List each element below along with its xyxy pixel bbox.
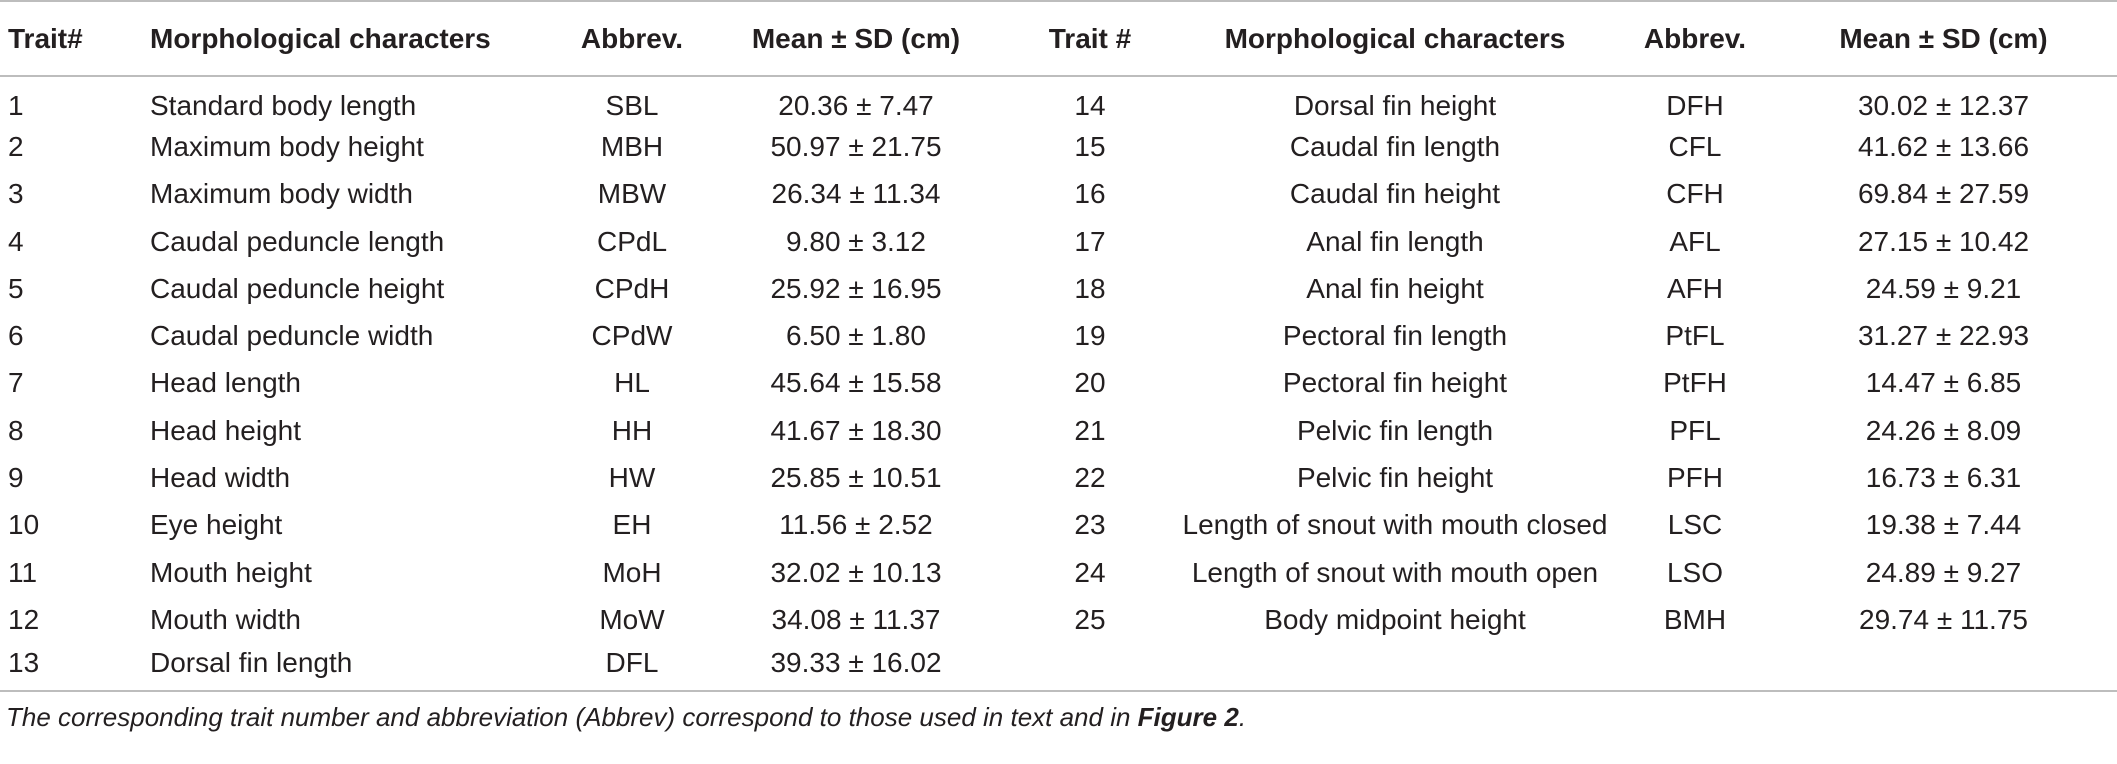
mean-sd-right: 14.47 ± 6.85 bbox=[1865, 367, 2022, 399]
table-caption bbox=[0, 702, 2117, 733]
table-header-row bbox=[0, 1, 2117, 76]
characteristic-left: Caudal peduncle height bbox=[150, 272, 445, 304]
table-row bbox=[0, 644, 2117, 691]
table-row bbox=[0, 454, 2117, 501]
abbrev-right: PFH bbox=[1667, 462, 1723, 494]
abbrev-right: CFH bbox=[1666, 178, 1724, 210]
trait-number-right: 20 bbox=[1074, 367, 1106, 399]
characteristic-left: Head width bbox=[150, 462, 291, 494]
abbrev-left: SBL bbox=[605, 89, 659, 121]
table-row bbox=[0, 265, 2117, 312]
mean-sd-right: 24.26 ± 8.09 bbox=[1865, 414, 2022, 446]
characteristic-left: Caudal peduncle length bbox=[150, 225, 445, 257]
abbrev-left: MBH bbox=[600, 130, 664, 162]
abbrev-left: HW bbox=[608, 462, 656, 494]
characteristic-left: Mouth width bbox=[150, 603, 301, 635]
characteristic-right: Body midpoint height bbox=[1264, 603, 1526, 635]
table-row bbox=[0, 360, 2117, 407]
trait-number-right: 24 bbox=[1074, 556, 1106, 588]
mean-sd-left: 34.08 ± 11.37 bbox=[771, 603, 941, 635]
abbrev-left: DFL bbox=[562, 644, 702, 691]
mean-sd-left: 39.33 ± 16.02 bbox=[702, 644, 1010, 691]
trait-number-right: 19 bbox=[1074, 320, 1106, 352]
characteristic-left: Caudal peduncle width bbox=[150, 320, 434, 352]
abbrev-right: AFL bbox=[1669, 225, 1721, 257]
header-abbrev-left: Abbrev. bbox=[562, 1, 702, 76]
abbrev-right: PtFH bbox=[1663, 367, 1727, 399]
abbrev-left: HL bbox=[614, 367, 650, 399]
mean-sd-right: 30.02 ± 12.37 bbox=[1857, 89, 2030, 121]
mean-sd-right bbox=[1770, 644, 2117, 691]
abbrev-right bbox=[1620, 644, 1770, 691]
trait-number-left: 10 bbox=[8, 509, 40, 541]
mean-sd-right: 27.15 ± 10.42 bbox=[1857, 225, 2030, 257]
abbrev-left: HH bbox=[611, 414, 653, 446]
trait-number-left: 4 bbox=[8, 225, 24, 257]
characteristic-right: Anal fin height bbox=[1306, 272, 1484, 304]
caption-prefix: The corresponding trait number and abbreviation (Abbrev) correspond to those used in text and in bbox=[6, 701, 1138, 732]
characteristic-right: Pectoral fin length bbox=[1282, 320, 1508, 352]
trait-number-left: 5 bbox=[8, 272, 24, 304]
mean-sd-right: 31.27 ± 22.93 bbox=[1857, 320, 2030, 352]
trait-number-left: 11 bbox=[8, 556, 38, 588]
table-row bbox=[0, 312, 2117, 359]
trait-number-right: 22 bbox=[1074, 462, 1106, 494]
mean-sd-left: 26.34 ± 11.34 bbox=[771, 178, 941, 210]
trait-number-right: 21 bbox=[1074, 414, 1106, 446]
abbrev-right: BMH bbox=[1663, 603, 1727, 635]
abbrev-left: CPdL bbox=[596, 225, 668, 257]
table-row bbox=[0, 596, 2117, 643]
characteristic-left: Head length bbox=[150, 367, 302, 399]
trait-number-right: 18 bbox=[1074, 272, 1106, 304]
mean-sd-left: 6.50 ± 1.80 bbox=[786, 320, 926, 352]
mean-sd-left: 50.97 ± 21.75 bbox=[770, 130, 942, 162]
trait-number-left: 9 bbox=[8, 462, 24, 494]
header-characters-left: Morphological characters bbox=[150, 1, 562, 76]
table-row bbox=[0, 171, 2117, 218]
characteristic-left: Dorsal fin length bbox=[150, 644, 562, 691]
table-row bbox=[0, 218, 2117, 265]
trait-number-left: 2 bbox=[8, 130, 24, 162]
abbrev-left: MoH bbox=[602, 556, 662, 588]
header-mean-right: Mean ± SD (cm) bbox=[1770, 1, 2117, 76]
header-characters-right: Morphological characters bbox=[1170, 1, 1620, 76]
trait-number-right: 23 bbox=[1074, 509, 1106, 541]
characteristic-left: Maximum body height bbox=[150, 130, 424, 162]
mean-sd-right: 16.73 ± 6.31 bbox=[1865, 462, 2022, 494]
characteristic-right: Pelvic fin height bbox=[1296, 462, 1494, 494]
header-trait-left: Trait# bbox=[0, 1, 150, 76]
abbrev-right: LSO bbox=[1666, 556, 1724, 588]
trait-number-right: 25 bbox=[1074, 603, 1106, 635]
characteristic-right: Anal fin length bbox=[1306, 225, 1484, 257]
characteristic-right: Caudal fin height bbox=[1289, 178, 1501, 210]
header-abbrev-right: Abbrev. bbox=[1620, 1, 1770, 76]
trait-number-left: 12 bbox=[8, 603, 40, 635]
trait-number-right bbox=[1010, 644, 1170, 691]
mean-sd-left: 45.64 ± 15.58 bbox=[770, 367, 942, 399]
trait-number-left: 6 bbox=[8, 320, 24, 352]
table-row bbox=[0, 502, 2117, 549]
characteristic-left: Maximum body width bbox=[150, 178, 413, 210]
header-trait-right: Trait # bbox=[1010, 1, 1170, 76]
table-row bbox=[0, 76, 2117, 123]
trait-number-right: 16 bbox=[1074, 178, 1106, 210]
characteristic-right: Length of snout with mouth open bbox=[1191, 556, 1599, 588]
caption-figure-ref: Figure 2 bbox=[1137, 701, 1239, 732]
characteristic-left: Standard body length bbox=[150, 89, 417, 121]
characteristic-right: Pectoral fin height bbox=[1282, 367, 1508, 399]
mean-sd-left: 32.02 ± 10.13 bbox=[770, 556, 942, 588]
mean-sd-right: 41.62 ± 13.66 bbox=[1857, 130, 2030, 162]
abbrev-left: CPdW bbox=[591, 320, 673, 352]
abbrev-right: LSC bbox=[1667, 509, 1723, 541]
mean-sd-left: 9.80 ± 3.12 bbox=[786, 225, 926, 257]
caption-suffix: . bbox=[1238, 701, 1247, 732]
table-row bbox=[0, 549, 2117, 596]
trait-number-left: 3 bbox=[8, 178, 24, 210]
table-row bbox=[0, 123, 2117, 170]
characteristic-right: Dorsal fin height bbox=[1293, 89, 1497, 121]
abbrev-left: MBW bbox=[597, 178, 667, 210]
trait-number-left: 1 bbox=[8, 89, 24, 121]
trait-number-right: 15 bbox=[1074, 130, 1106, 162]
characteristic-left: Head height bbox=[150, 414, 302, 446]
characteristic-right bbox=[1170, 644, 1620, 691]
abbrev-right: PFL bbox=[1669, 414, 1721, 446]
mean-sd-left: 11.56 ± 2.52 bbox=[779, 509, 933, 541]
abbrev-left: EH bbox=[612, 509, 652, 541]
mean-sd-right: 19.38 ± 7.44 bbox=[1865, 509, 2022, 541]
abbrev-right: AFH bbox=[1667, 272, 1723, 304]
characteristic-right: Pelvic fin length bbox=[1296, 414, 1494, 446]
mean-sd-left: 41.67 ± 18.30 bbox=[770, 414, 942, 446]
mean-sd-right: 24.89 ± 9.27 bbox=[1865, 556, 2022, 588]
abbrev-left: MoW bbox=[599, 603, 665, 635]
abbrev-right: CFL bbox=[1668, 130, 1722, 162]
abbrev-right: PtFL bbox=[1665, 320, 1725, 352]
mean-sd-right: 69.84 ± 27.59 bbox=[1857, 178, 2030, 210]
trait-number-right: 17 bbox=[1074, 225, 1106, 257]
trait-number-right: 14 bbox=[1074, 89, 1106, 121]
characteristic-left: Mouth height bbox=[150, 556, 312, 588]
abbrev-left: CPdH bbox=[594, 272, 670, 304]
mean-sd-left: 20.36 ± 7.47 bbox=[778, 89, 934, 121]
header-mean-left: Mean ± SD (cm) bbox=[702, 1, 1010, 76]
mean-sd-left: 25.85 ± 10.51 bbox=[770, 462, 942, 494]
abbrev-right: DFH bbox=[1666, 89, 1724, 121]
trait-number-left: 13 bbox=[0, 644, 150, 691]
table-row bbox=[0, 407, 2117, 454]
characteristic-right: Length of snout with mouth closed bbox=[1182, 509, 1608, 541]
mean-sd-left: 25.92 ± 16.95 bbox=[770, 272, 942, 304]
mean-sd-right: 24.59 ± 9.21 bbox=[1865, 272, 2022, 304]
characteristic-left: Eye height bbox=[150, 509, 283, 541]
mean-sd-right: 29.74 ± 11.75 bbox=[1859, 603, 2028, 635]
trait-number-left: 8 bbox=[8, 414, 24, 446]
trait-number-left: 7 bbox=[8, 367, 24, 399]
characteristic-right: Caudal fin length bbox=[1289, 130, 1501, 162]
